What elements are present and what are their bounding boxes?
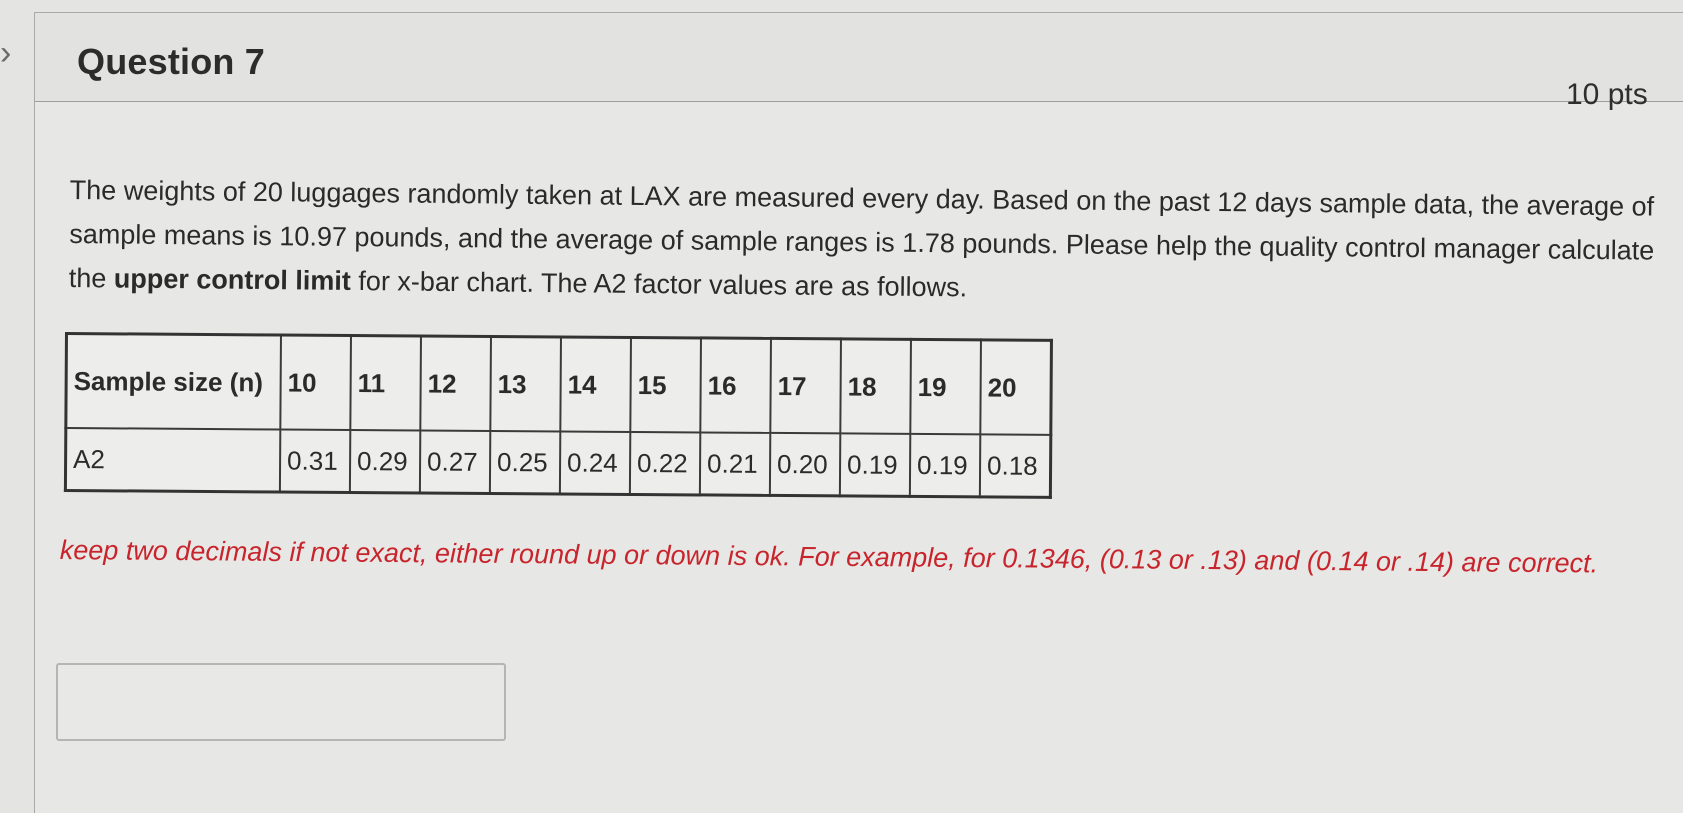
a2-cell: 0.31 (280, 430, 350, 493)
sample-size-cell: 13 (490, 336, 561, 431)
question-header (35, 13, 1683, 102)
a2-cell: 0.25 (490, 431, 560, 494)
question-text-bold: upper control limit (113, 263, 352, 296)
question-text (69, 168, 1680, 317)
a2-cell: 0.21 (700, 432, 770, 495)
answer-input[interactable] (56, 663, 506, 741)
sample-size-cell: 10 (280, 335, 351, 430)
a2-factor-table (64, 332, 1053, 499)
a2-cell: 0.24 (560, 431, 630, 494)
a2-cell: 0.18 (980, 434, 1051, 497)
a2-cell: 0.22 (630, 432, 700, 495)
question-title: Question 7 (77, 41, 266, 82)
sample-size-cell: 12 (420, 336, 491, 431)
question-text-before: The weights of 20 luggages randomly taken at LAX are measured every day. Based on the past 12 days sample data, the average of sample means is 10.97 pounds, and the average of sample ranges is 1.78 pounds. Please help the quality control manager calculate the (68, 174, 1655, 294)
a2-cell: 0.19 (910, 434, 980, 497)
previous-question-chevron-icon[interactable]: › (0, 34, 12, 72)
sample-size-row (66, 334, 1052, 435)
sample-size-cell: 20 (980, 340, 1051, 435)
sample-size-cell: 17 (770, 338, 841, 433)
sample-size-cell: 19 (910, 339, 981, 434)
question-text-after: for x-bar chart. The A2 factor values are as follows. (350, 265, 968, 303)
sample-size-cell: 18 (840, 339, 911, 434)
rounding-instructions: keep two decimals if not exact, either round up or down is ok. For example, for 0.1346, (0.13 or .13) and (0.14 or .14) are correct. (59, 534, 1599, 579)
a2-cell: 0.27 (420, 430, 490, 493)
a2-cell: 0.20 (770, 433, 840, 496)
sample-size-label: Sample size (n) (66, 334, 281, 430)
sample-size-cell: 14 (560, 337, 631, 432)
a2-cell: 0.29 (350, 430, 420, 493)
a2-label: A2 (65, 428, 280, 492)
a2-cell: 0.19 (840, 433, 910, 496)
sample-size-cell: 11 (350, 335, 421, 430)
sample-size-cell: 15 (630, 337, 701, 432)
question-points: 10 pts (1566, 78, 1648, 111)
a2-row (65, 428, 1050, 497)
sample-size-cell: 16 (700, 338, 771, 433)
